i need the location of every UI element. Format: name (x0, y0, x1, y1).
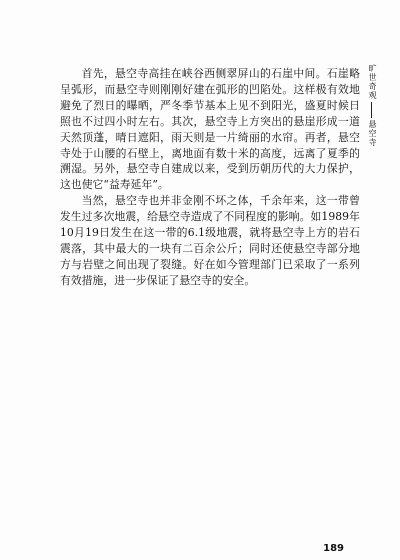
paragraph-1: 首先，悬空寺高挂在峡谷西侧翠屏山的石崖中间。石崖略呈弧形，而悬空寺则刚刚好建在弧形的凹陷处。这样极有效地避免了烈日的曝晒，严冬季节基本上见不到阳光，盛夏时候日照也不过四小时左右。其次，悬空寺上方突出的悬崖形成一道天然顶蓬，晴日遮阳，雨天则是一片绮丽的水帘。再者，悬空寺处于山腰的石壁上，离地面有数十米的高度，远离了夏季的溯湿。另外，悬空寺自建成以来，受到历朝历代的大力保护，这也使它“益寿延年”。 (60, 67, 360, 192)
paragraph-2: 当然，悬空寺也并非金刚不坏之体，千余年来，这一带曾发生过多次地震，给悬空寺造成了不同程度的影响。如1989年10月19日发生在这一带的6.1级地震，就将悬空寺上方的岩石震落，其中最大的一块有二百余公斤；同时还使悬空寺部分地方与岩壁之间出现了裂缝。好在如今管理部门已采取了一系列有效措施，进一步保证了悬空寺的安全。 (60, 194, 360, 287)
running-header-divider (371, 102, 372, 118)
body-text (60, 66, 360, 289)
running-header (366, 64, 378, 148)
running-header-series: 旷世奇观 (368, 64, 377, 100)
running-header-title: 悬空寺 (368, 120, 377, 147)
page-number: 189 (323, 543, 344, 554)
